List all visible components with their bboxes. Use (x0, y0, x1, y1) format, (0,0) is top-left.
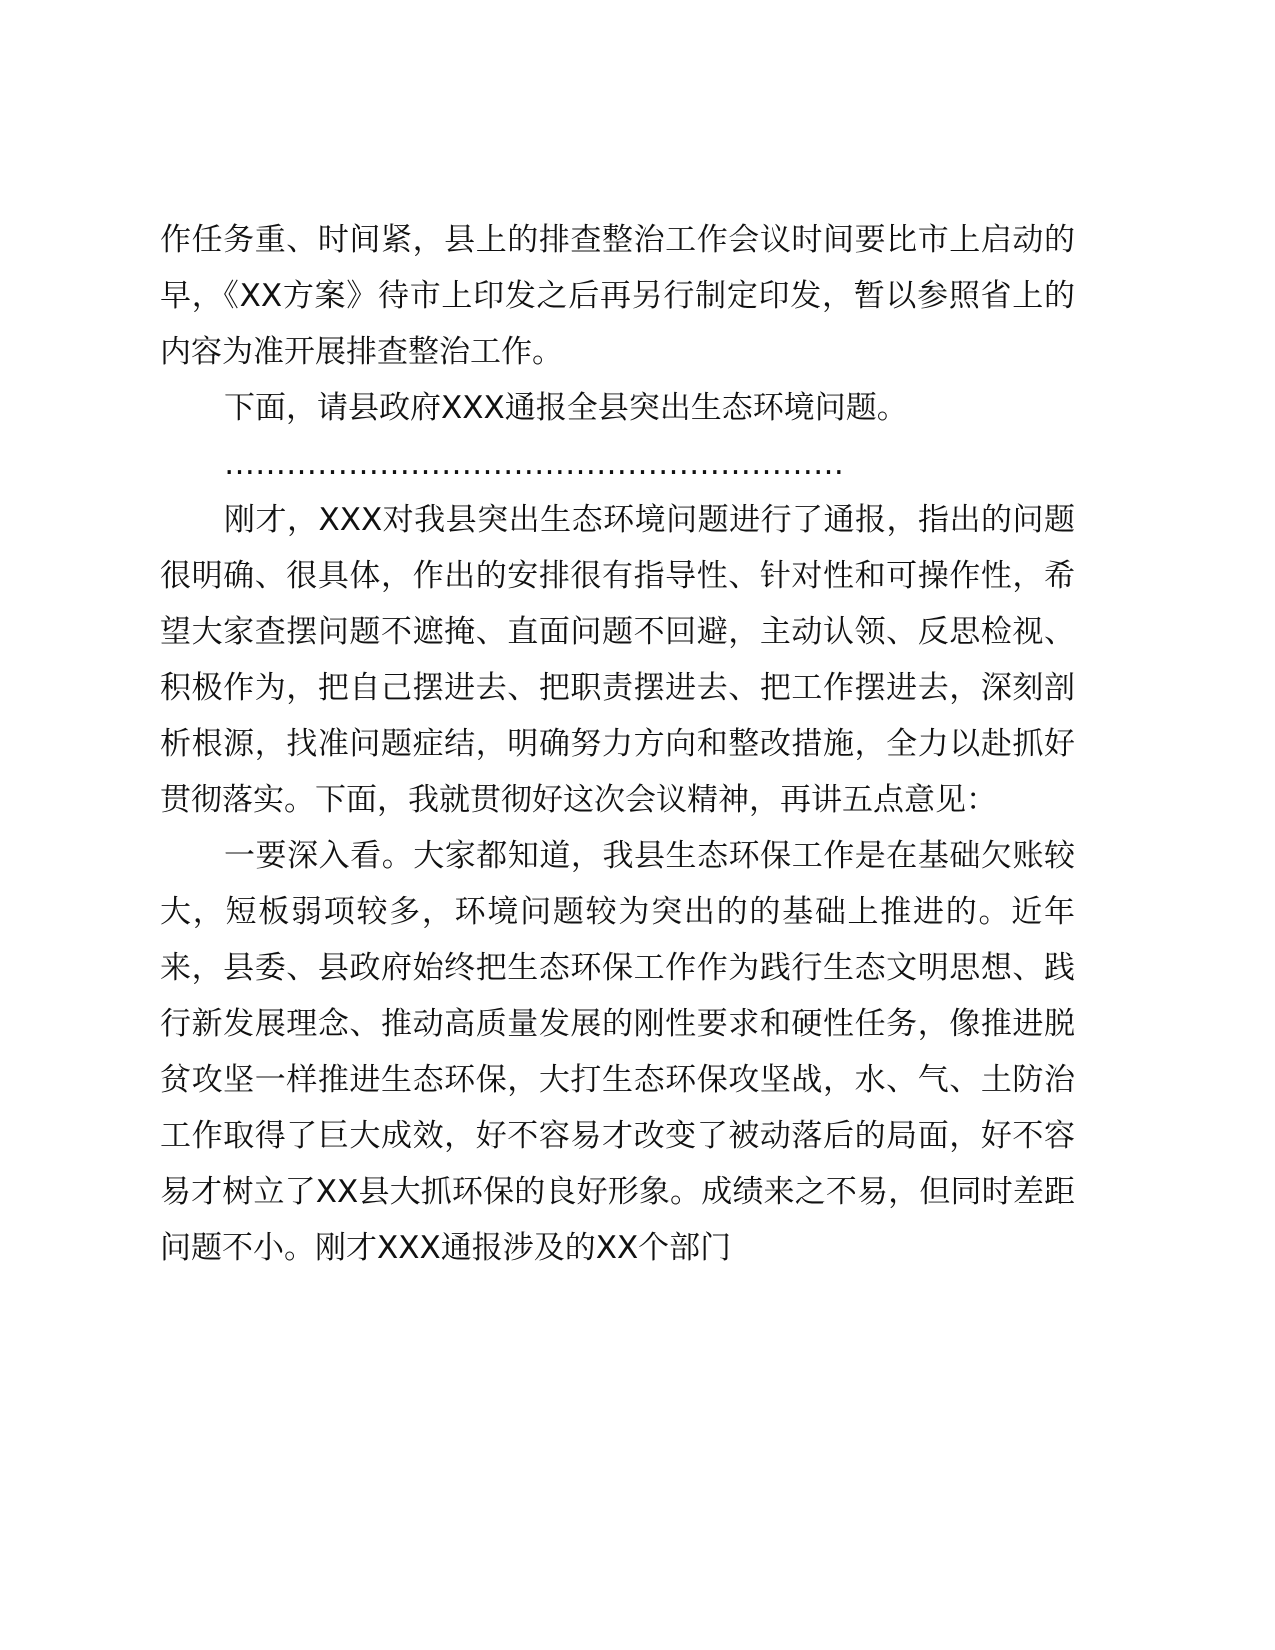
ellipsis-separator: …………………………………………………… (224, 446, 844, 482)
paragraph-continuation: 作任务重、时间紧，县上的排查整治工作会议时间要比市上启动的早，《XX方案》待市上印发之后再另行制定印发，暂以参照省上的内容为准开展排查整治工作。 (160, 222, 1075, 370)
paragraph-report-request: 下面，请县政府XXX通报全县突出生态环境问题。 (224, 390, 908, 426)
paragraph-response: 刚才，XXX对我县突出生态环境问题进行了通报，指出的问题很明确、很具体，作出的安排很有指导性、针对性和可操作性，希望大家查摆问题不遮掩、直面问题不回避，主动认领、反思检视、积极作为，把自己摆进去、把职责摆进去、把工作摆进去，深刻剖析根源，找准问题症结，明确努力方向和整改措施，全力以赴抓好贯彻落实。下面，我就贯彻好这次会议精神，再讲五点意见： (160, 502, 1075, 818)
paragraph-point-one: 一要深入看。大家都知道，我县生态环保工作是在基础欠账较大，短板弱项较多，环境问题较为突出的的基础上推进的。近年来，县委、县政府始终把生态环保工作作为践行生态文明思想、践行新发展理念、推动高质量发展的刚性要求和硬性任务，像推进脱贫攻坚一样推进生态环保，大打生态环保攻坚战，水、气、土防治工作取得了巨大成效，好不容易才改变了被动落后的局面，好不容易才树立了XX县大抓环保的良好形象。成绩来之不易，但同时差距问题不小。刚才XXX通报涉及的XX个部门 (160, 838, 1075, 1266)
document-body (160, 212, 1075, 1276)
